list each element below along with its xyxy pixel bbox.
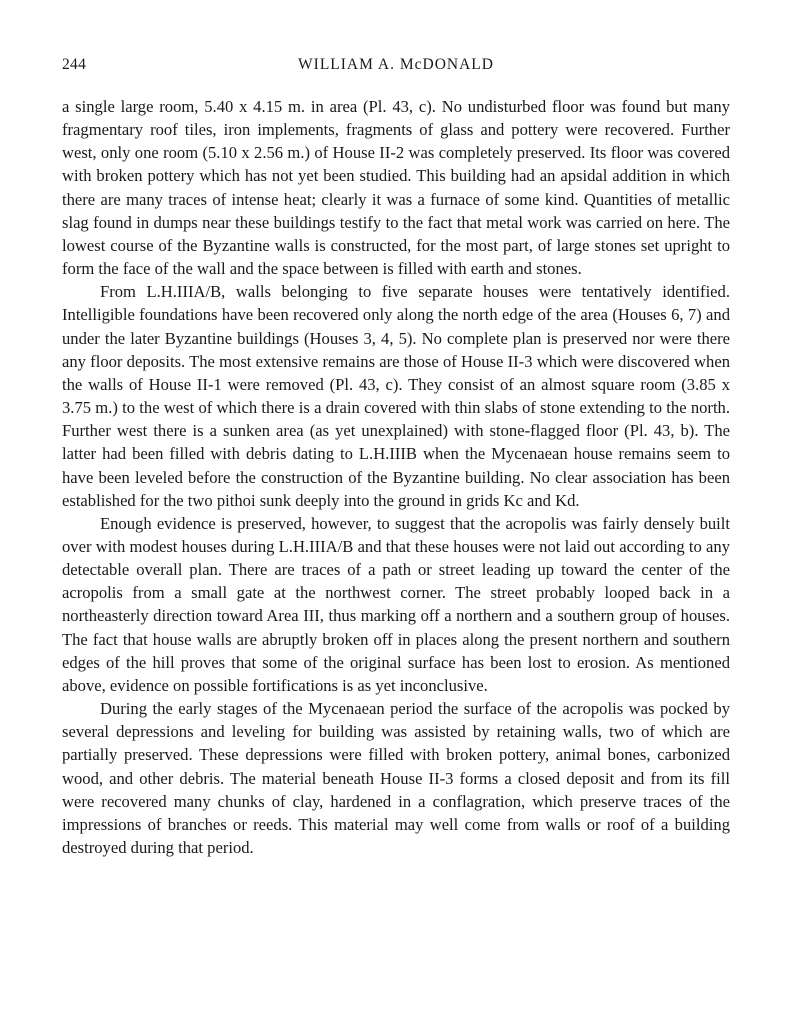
running-header xyxy=(62,56,730,82)
paragraph: During the early stages of the Mycenaean period the surface of the acropolis was pocked by several depressions and leveling for building was assisted by retaining walls, two of which are partially preserved. These depressions were filled with broken pottery, animal bones, carbonized wood, and other debris. The material beneath House II-3 forms a closed deposit and from its fill were recovered many chunks of clay, hardened in a conflagration, which preserve traces of the impressions of branches or reeds. This material may well come from walls or roof of a building destroyed during that period. xyxy=(62,699,730,857)
paragraph: Enough evidence is preserved, however, to suggest that the acropolis was fairly densely built over with modest houses during L.H.IIIA/B and that these houses were not laid out according to any detectable overall plan. There are traces of a path or street leading up toward the center of the acropolis from a small gate at the northwest corner. The street probably looped back in a northeasterly direction toward Area III, thus marking off a northern and a southern group of houses. The fact that house walls are abruptly broken off in places along the present northern and southern edges of the hill proves that some of the original surface has been lost to erosion. As mentioned above, evidence on possible fortifications is as yet inconclusive. xyxy=(62,513,730,695)
page-number: 244 xyxy=(62,56,87,73)
document-page xyxy=(62,56,730,859)
paragraph: From L.H.IIIA/B, walls belonging to five separate houses were tentatively identified. Intelligible foundations have been recovered only along the north edge of the area (Houses 6, 7) and under the later Byzantine buildings (Houses 3, 4, 5). No complete plan is preserved nor were there any floor deposits. The most extensive remains are those of House II-3 which were discovered when the walls of House II-1 were removed (Pl. 43, c). They consist of an almost square room (3.85 x 3.75 m.) to the west of which there is a drain covered with thin slabs of stone extending to the north. Further west there is a sunken area (as yet unexplained) with stone-flagged floor (Pl. 43, b). The latter had been filled with debris dating to L.H.IIIB when the Mycenaean house remains seem to have been leveled before the construction of the Byzantine building. No clear association has been established for the two pithoi sunk deeply into the ground in grids Kc and Kd. xyxy=(62,282,730,510)
running-title-author: WILLIAM A. McDONALD xyxy=(298,56,494,73)
paragraph-continued: a single large room, 5.40 x 4.15 m. in area (Pl. 43, c). No undisturbed floor was found but many fragmentary roof tiles, iron implements, fragments of glass and pottery were recovered. Further west, only one room (5.10 x 2.56 m.) of House II-2 was completely preserved. Its floor was covered with broken pottery which has not yet been studied. This building had an apsidal addition in which there are many traces of intense heat; clearly it was a furnace of some kind. Quantities of metallic slag found in dumps near these buildings testify to the fact that metal work was carried on here. The lowest course of the Byzantine walls is constructed, for the most part, of large stones set upright to form the face of the wall and the space between is filled with earth and stones. xyxy=(62,97,730,279)
body-text xyxy=(62,95,730,859)
